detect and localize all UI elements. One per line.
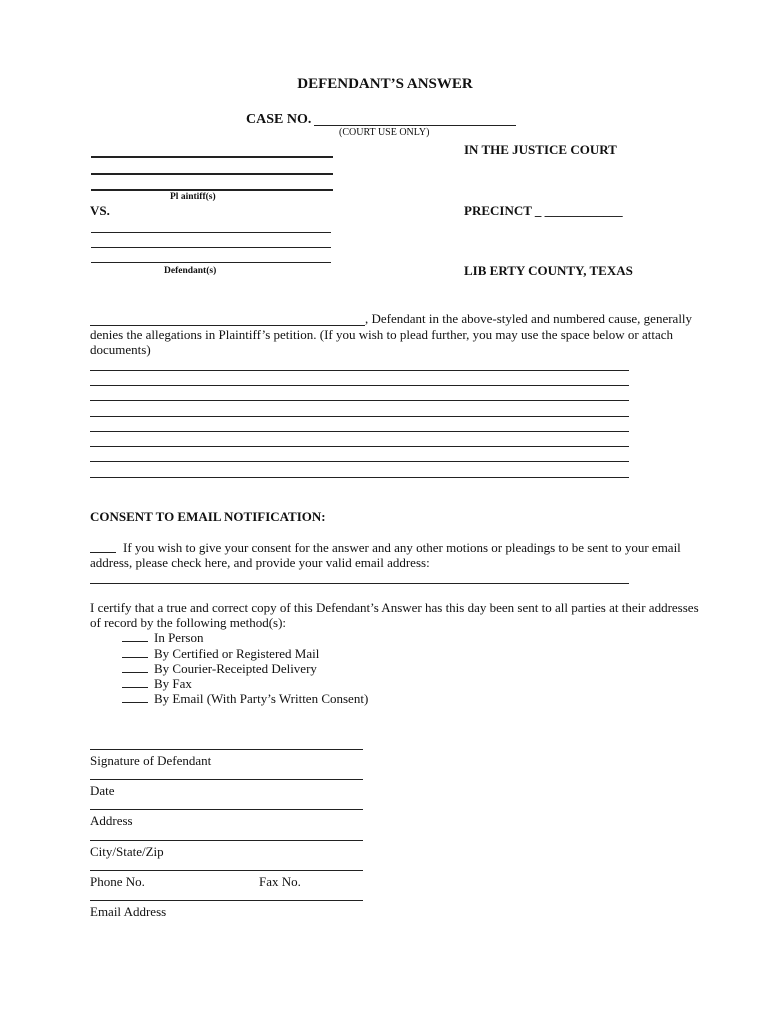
pleading-line[interactable] [90, 446, 629, 447]
city-state-zip-label: City/State/Zip [90, 844, 164, 859]
court-use-only-note: (COURT USE ONLY) [339, 127, 430, 138]
address-label: Address [90, 813, 133, 828]
method-checkbox-blank[interactable] [122, 631, 148, 642]
city-state-zip-field[interactable] [90, 840, 363, 841]
method-label: By Email (With Party’s Written Consent) [154, 691, 369, 706]
address-field[interactable] [90, 809, 363, 810]
pleading-line[interactable] [90, 477, 629, 478]
method-email[interactable] [122, 691, 368, 707]
defendant-name-field[interactable] [90, 325, 365, 326]
method-courier[interactable] [122, 661, 317, 677]
answer-text-line-2: denies the allegations in Plaintiff’s petition. (If you wish to plead further, you may use the space below or attach [90, 327, 674, 342]
pleading-line[interactable] [90, 431, 629, 432]
certify-text-line-1: I certify that a true and correct copy of this Defendant’s Answer has this day been sent to all parties at their addresses [90, 600, 699, 615]
plaintiff-label: Pl aintiff(s) [170, 192, 216, 202]
email-address-label: Email Address [90, 904, 167, 919]
pleading-line[interactable] [90, 416, 629, 417]
plaintiff-line-2[interactable] [91, 173, 333, 175]
defendant-line-2[interactable] [91, 247, 331, 248]
method-checkbox-blank[interactable] [122, 692, 148, 703]
defendant-line-3[interactable] [91, 262, 331, 263]
consent-text-line-2: address, please check here, and provide your valid email address: [90, 555, 430, 570]
case-number-label: CASE NO. [246, 112, 312, 127]
method-checkbox-blank[interactable] [122, 647, 148, 658]
document-title: DEFENDANT’S ANSWER [297, 76, 473, 92]
date-label: Date [90, 783, 115, 798]
method-checkbox-blank[interactable] [122, 662, 148, 673]
court-name: IN THE JUSTICE COURT [464, 142, 617, 157]
consent-checkbox-blank[interactable] [90, 552, 116, 553]
email-field[interactable] [90, 900, 363, 901]
case-number-field[interactable] [314, 125, 516, 126]
defendant-label: Defendant(s) [164, 266, 217, 276]
precinct-label: PRECINCT _ ____________ [464, 203, 623, 218]
answer-text-line-1: , Defendant in the above-styled and numbered cause, generally [365, 311, 693, 326]
method-label: By Fax [154, 676, 192, 691]
method-certified-mail[interactable] [122, 646, 319, 662]
phone-label: Phone No. [90, 874, 145, 889]
certify-text-line-2: of record by the following method(s): [90, 615, 287, 630]
method-label: By Certified or Registered Mail [154, 646, 320, 661]
email-address-field[interactable] [90, 583, 629, 584]
method-checkbox-blank[interactable] [122, 677, 148, 688]
county-label: LIB ERTY COUNTY, TEXAS [464, 263, 633, 278]
fax-label: Fax No. [259, 874, 301, 889]
defendant-line-1[interactable] [91, 232, 331, 233]
pleading-line[interactable] [90, 370, 629, 371]
phone-fax-field[interactable] [90, 870, 363, 871]
signature-label: Signature of Defendant [90, 753, 212, 768]
date-field[interactable] [90, 779, 363, 780]
plaintiff-line-3[interactable] [91, 189, 333, 191]
pleading-line[interactable] [90, 461, 629, 462]
pleading-line[interactable] [90, 400, 629, 401]
consent-text-line-1: If you wish to give your consent for the answer and any other motions or pleadings to be sent to your email [123, 540, 681, 555]
answer-text-line-3: documents) [90, 342, 151, 357]
method-in-person[interactable] [122, 630, 203, 646]
consent-heading: CONSENT TO EMAIL NOTIFICATION: [90, 509, 326, 524]
versus-label: VS. [90, 203, 110, 218]
method-label: By Courier-Receipted Delivery [154, 661, 317, 676]
signature-field[interactable] [90, 749, 363, 750]
method-fax[interactable] [122, 676, 192, 692]
pleading-line[interactable] [90, 385, 629, 386]
plaintiff-line-1[interactable] [91, 156, 333, 158]
method-label: In Person [154, 630, 204, 645]
